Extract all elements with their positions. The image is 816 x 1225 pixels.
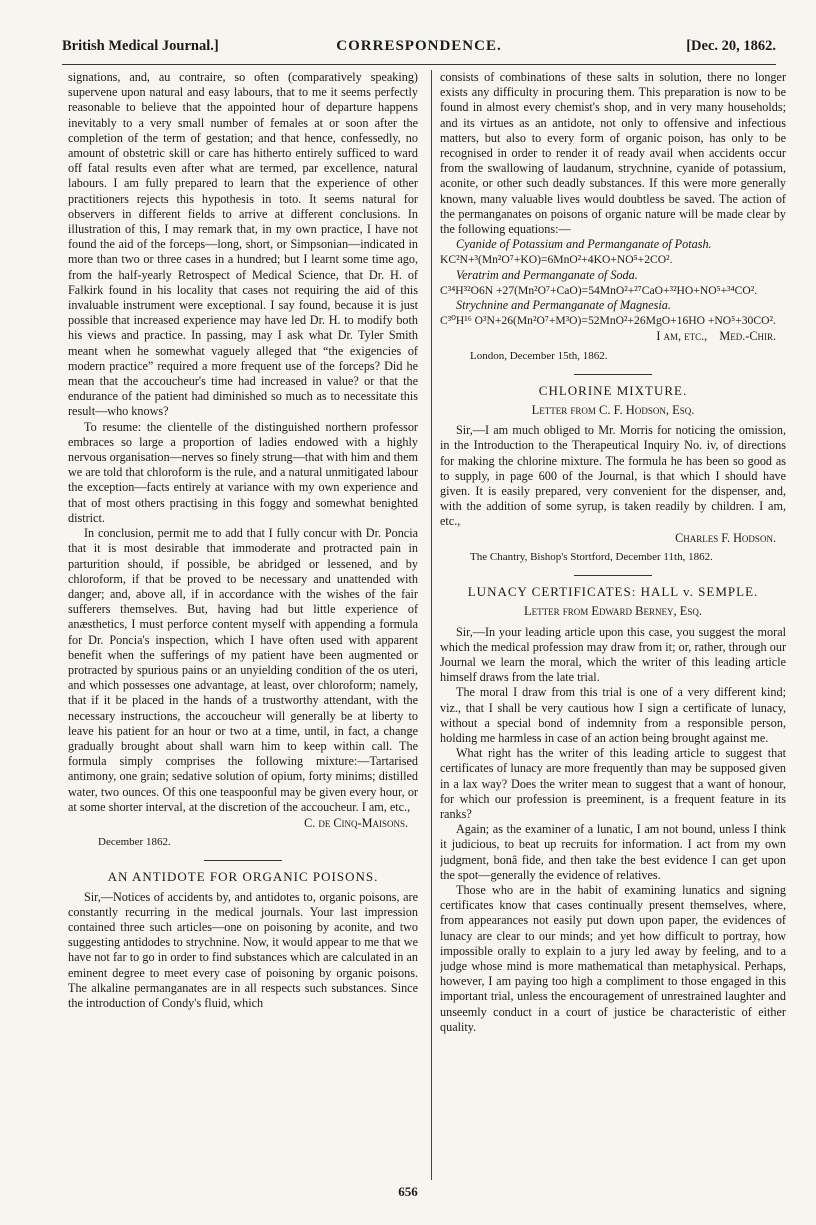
lunacy-paragraph: Sir,—In your leading article upon this case, you suggest the moral which the medical profession may draw from it; or, rather, through our Journal we learn the moral, which the writer of this leading article himself draws from the late trial.	[440, 624, 786, 685]
letter-paragraph: signations, and, au contraire, so often (comparatively speaking) supervene upon natural and easy labours, that to me it seems perfectly reasonable to believe that the appointed hour of departure happens inevitably to a very small number of females at or soon after the completion of the term of gestation; and that hence, confessedly, no amount of obstetric skill or care has hitherto entirely sufficed to ward off fatal results even after what are termed, par excellence, natural labours. I am fully prepared to learn that the experience of other practitioners rejects this hypothesis in toto. It seems natural for observers in different fields to arrive at different conclusions. In illustration of this, I may remark that, in my own practice, I have not found the aid of the forceps—long, short, or Simpsonian—indicated in more than two or three cases in a hundred; but I learnt some time ago, from the half-yearly Retrospect of Medical Science, that Dr. H. of Falkirk found in his locality that cases not requiring the aid of this invaluable instrument were exceptional. I say found, because it is just possible that increased experience may have led Dr. H. to modify both his views and practice. In passing, may I ask what Dr. Tyler Smith meant when he somewhat vaguely alleged that “the exigencies of modern practice” required a more frequent use of the forceps? Did he mean that the accoucheur's time had increased in value? or that the endurance of the patient had diminished so much as to necessitate this result—who knows?	[68, 70, 418, 419]
journal-title: British Medical Journal.]	[62, 38, 219, 54]
column-separator	[431, 70, 432, 1180]
page-number: 656	[398, 1184, 418, 1199]
letter-paragraph: To resume: the clientelle of the distinguished northern professor embraces so large a proportion of ladies endowed with a highly nervous organisation—nerves so finely strung—that with him and them we are told that chloroform is the rule, and a natural unmitigated labour the exception—facts entirely at variance with my own experience and that of most others practising in this foggy and somewhat benighted district.	[68, 419, 418, 525]
section-rule	[574, 575, 652, 576]
chlorine-subtitle: Letter from C. F. Hodson, Esq.	[531, 403, 695, 418]
antidote-continued: consists of combinations of these salts in solution, there no longer exists any difficulty in procuring them. This preparation is now to be found in almost every chemist's shop, and in very many households; and its virtues as an antidote, not only to offensive and infectious matters, but also to every form of organic poison, has only to be recognised in order to render it of ready avail when accidents occur from the swallowing of laudanum, strychnine, cyanide of potassium, aconite, or other such deadly substances. If this were more generally known, many valuable lives would doubtless be saved. The action of the permanganates on poisons of organic nature will be made clear by the following equations:—	[440, 70, 786, 237]
letter-signature: C. de Cinq-Maisons.	[304, 815, 408, 830]
antidote-paragraph: Sir,—Notices of accidents by, and antidotes to, organic poisons, are constantly recurring in the medical journals. Your last impression contained three such articles—one on poisoning by aconite, and two suggesting antidodes to strychnine. Now, it would appear to me that we have not far to go in order to find substances which are calculated in an eminent degree to meet every case of poisoning by organic poisons. The alkaline permanganates are in all respects such substances. Since the introduction of Condy's fluid, which	[68, 889, 418, 1010]
chlorine-date: The Chantry, Bishop's Stortford, December 11th, 1862.	[470, 550, 713, 563]
equation-heading: Cyanide of Potassium and Permanganate of Potash.	[456, 237, 712, 252]
chlorine-paragraph: Sir,—I am much obliged to Mr. Morris for noticing the omission, in the Introduction to the Therapeutical Inquiry No. iv, of directions for making the chlorine mixture. The formula he has been so good as to supply, in page 600 of the Journal, is that which I should have given. It is easily prepared, very convenient for the dispenser, and, with the addition of some syrup, is taken readily by children. I am, etc.,	[440, 423, 786, 529]
lunacy-title: LUNACY CERTIFICATES: HALL v. SEMPLE.	[467, 584, 759, 600]
equation-heading: Strychnine and Permanganate of Magnesia.	[456, 298, 671, 313]
letter-paragraph: In conclusion, permit me to add that I fully concur with Dr. Poncia that it is most desirable that immoderate and protracted pain in parturition should, if possible, be abridged or lessened, and by chloroform, if that be proved to be necessary and unattended with danger; and, above all, if in accordance with the wishes of the fair sufferers themselves. But, having had but little experience of anæsthetics, I must perforce content myself with appending a formula for Dr. Poncia's inspection, which I have often used with apparent benefit when the sufferings of my patient have been augmented or protracted by spurious pains or an unyielding condition of the os uteri, and which possesses one advantage, at least, over chloroform; namely, that if it be placed in the hands of a trustworthy attendant, with the necessary instructions, the accoucheur will generally be at liberty to leave his patient for an hour or two at a time, until, in fact, a change gradually brought about shall warn him to keep within call. The formula simply comprises the following mixture:—Tartarised antimony, one grain; sedative solution of opium, forty minims; distilled water, two ounces. Of this one teaspoonful may be given every hour, or at some shorter interval, at the discretion of the accoucheur. I am, etc.,	[68, 526, 418, 814]
equation: C³⁰H¹⁶ O³N+26(Mn²O⁷+M³O)=52MnO²+26MgO+16HO +NO⁵+30CO².	[440, 314, 776, 328]
antidote-signer: Med.-Chir.	[719, 329, 776, 344]
lunacy-paragraph: The moral I draw from this trial is one of a very different kind; viz., that I shall be very cautious how I sign a certificate of lunacy, without a special bond of indemnity from a responsible person, holding me harmless in case of an action being brought against me.	[440, 685, 786, 745]
letter-date: December 1862.	[98, 836, 171, 849]
header-rule	[62, 64, 776, 65]
equation-heading: Veratrim and Permanganate of Soda.	[456, 267, 638, 282]
right-column	[440, 70, 786, 1190]
equation: C³⁴H³²O6N +27(Mn²O⁷+CaO)=54MnO²+²⁷CaO+³²HO+NO⁵+³⁴CO².	[440, 283, 758, 297]
antidote-signoff: I am, etc.,	[656, 329, 708, 344]
section-rule	[204, 860, 282, 861]
left-column	[68, 70, 418, 1190]
antidote-date: London, December 15th, 1862.	[470, 349, 608, 362]
lunacy-subtitle: Letter from Edward Berney, Esq.	[524, 604, 702, 619]
lunacy-paragraph: Again; as the examiner of a lunatic, I am not bound, unless I think it judicious, to beat up recruits for information. I act from my own judgment, bonâ fide, and then take the best evidence I can get upon the spot—generally the evidence of relatives.	[440, 822, 786, 882]
antidote-title: AN ANTIDOTE FOR ORGANIC POISONS.	[107, 869, 379, 885]
running-header	[62, 30, 776, 58]
antidote-signature	[440, 329, 776, 344]
section-rule	[574, 374, 652, 375]
chlorine-title: CHLORINE MIXTURE.	[538, 382, 688, 398]
lunacy-paragraph: What right has the writer of this leading article to suggest that certificates of lunacy are more frequently than may be supposed given in a lax way? Does the writer mean to suggest that a want of honour, for which our profession is preeminent, is a frequent feature in its ranks?	[440, 746, 786, 821]
chlorine-signature: Charles F. Hodson.	[675, 530, 776, 545]
issue-date: [Dec. 20, 1862.	[686, 38, 776, 54]
section-heading: CORRESPONDENCE.	[336, 38, 502, 54]
lunacy-paragraph: Those who are in the habit of examining lunatics and signing certificates know that cases continually present themselves, where, from appearances not easily put down upon paper, the evidences of lunacy are clear to our minds; and yet how difficult to portray, how impossible orally to explain to a jury led away by feeling, and to a judge whose mind is more mathematical than metaphysical. Perhaps, however, I am paying too high a compliment to those engaged in this important trial, unless the encouragement of unrestrained laughter and unseemly conduct in a court of justice be characteristic of either quality.	[440, 882, 786, 1034]
equation: KC²N+³(Mn²O⁷+KO)=6MnO²+4KO+NO⁵+2CO².	[440, 253, 673, 267]
